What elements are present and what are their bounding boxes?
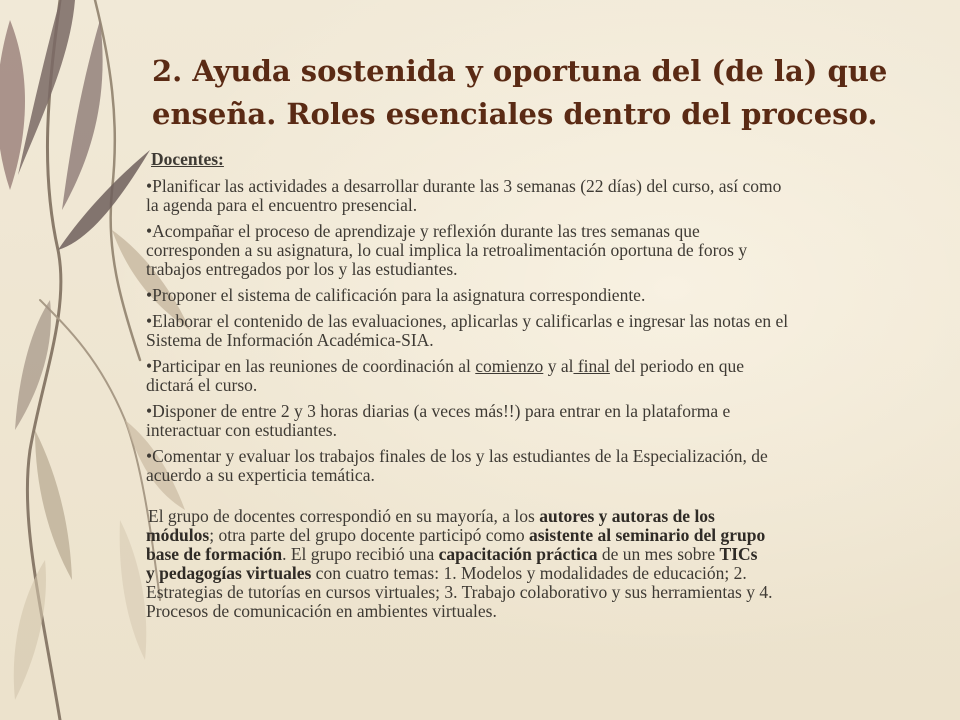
bullet-item: [146, 357, 936, 395]
bullet-line: [146, 357, 936, 376]
bullet-text: •Participar en las reuniones de coordinación al: [146, 356, 476, 376]
bullet-item: [146, 177, 936, 215]
summary-paragraph: [146, 507, 936, 621]
paragraph-text: ; otra parte del grupo docente participó como: [209, 525, 529, 545]
bullet-line: Sistema de Información Académica-SIA.: [146, 330, 434, 350]
paragraph-line: Procesos de comunicación en ambientes virtuales.: [146, 601, 497, 621]
bullet-line: corresponden a su asignatura, lo cual implica la retroalimentación oportuna de foros y: [146, 240, 748, 260]
bullet-line: la agenda para el encuentro presencial.: [146, 195, 418, 215]
bullet-text: del periodo en que: [609, 356, 745, 376]
bullet-item: [146, 447, 936, 485]
paragraph-line: [146, 564, 936, 583]
paragraph-line: [146, 526, 936, 545]
bullet-line: •Proponer el sistema de calificación para la asignatura correspondiente.: [146, 285, 646, 305]
slide-content: [146, 150, 936, 621]
bullet-item: [146, 402, 936, 440]
paragraph-text: de un mes sobre: [597, 544, 720, 564]
bullet-line: interactuar con estudiantes.: [146, 420, 337, 440]
slide-title: [152, 50, 932, 136]
underlined-word-final: final: [573, 356, 610, 376]
bullet-item: [146, 222, 936, 279]
paragraph-line: [146, 507, 936, 526]
bullet-text: y al: [543, 356, 574, 376]
paragraph-line: [146, 545, 936, 564]
bullet-line: •Elaborar el contenido de las evaluaciones, aplicarlas y calificarlas e ingresar las notas en el: [146, 311, 789, 331]
paragraph-text: con cuatro temas: 1. Modelos y modalidades de educación; 2.: [311, 563, 747, 583]
paragraph-bold: base de formación: [146, 544, 283, 564]
paragraph-bold: y pedagogías virtuales: [146, 563, 312, 583]
bullet-line: dictará el curso.: [146, 375, 258, 395]
bullet-item: [146, 286, 936, 305]
paragraph-bold: módulos: [146, 525, 210, 545]
bullet-line: •Disponer de entre 2 y 3 horas diarias (a veces más!!) para entrar en la plataforma e: [146, 401, 731, 421]
bullet-line: •Planificar las actividades a desarrollar durante las 3 semanas (22 días) del curso, así como: [146, 176, 782, 196]
bullet-item: [146, 312, 936, 350]
paragraph-bold: asistente al seminario del grupo: [528, 525, 766, 545]
paragraph-text: . El grupo recibió una: [282, 544, 439, 564]
bullet-line: trabajos entregados por los y las estudiantes.: [146, 259, 458, 279]
paragraph-bold: TICs: [719, 544, 758, 564]
title-line-1: 2. Ayuda sostenida y oportuna del (de la) que: [152, 54, 888, 88]
underlined-word-comienzo: comienzo: [475, 356, 544, 376]
paragraph-bold: autores y autoras de los: [539, 506, 715, 526]
bullet-line: •Acompañar el proceso de aprendizaje y reflexión durante las tres semanas que: [146, 221, 700, 241]
paragraph-text: El grupo de docentes correspondió en su mayoría, a los: [148, 506, 540, 526]
paragraph-line: Estrategias de tutorías en cursos virtuales; 3. Trabajo colaborativo y sus herramientas y 4.: [146, 582, 773, 602]
bullet-line: •Comentar y evaluar los trabajos finales de los y las estudiantes de la Especialización, de: [146, 446, 768, 466]
title-line-2: enseña. Roles esenciales dentro del proceso.: [152, 97, 878, 131]
bullet-line: acuerdo a su experticia temática.: [146, 465, 375, 485]
paragraph-bold: capacitación práctica: [438, 544, 598, 564]
section-heading: Docentes:: [151, 149, 224, 169]
